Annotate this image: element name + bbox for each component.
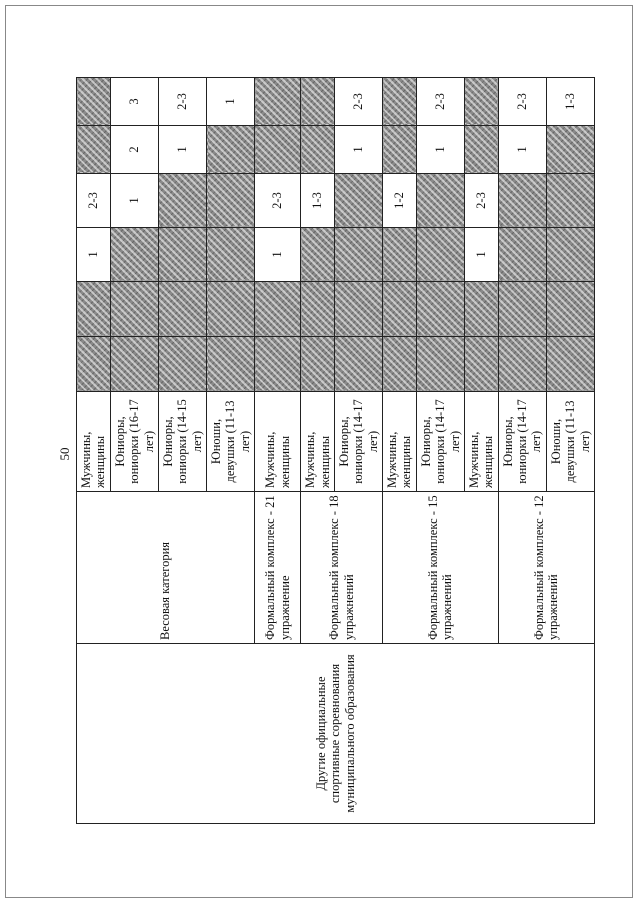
shaded-cell bbox=[158, 228, 206, 282]
shaded-cell bbox=[416, 174, 464, 228]
value-cell: 1-3 bbox=[546, 78, 594, 126]
value-cell: 2-3 bbox=[77, 174, 111, 228]
shaded-cell bbox=[301, 78, 335, 126]
competition-cell: Другие официальные спортивные соревнования муниципального образования bbox=[77, 644, 595, 824]
shaded-cell bbox=[207, 126, 255, 174]
shaded-cell bbox=[255, 78, 301, 126]
group-cell: Мужчины, женщины bbox=[464, 392, 498, 492]
value-cell: 2-3 bbox=[255, 174, 301, 228]
shaded-cell bbox=[546, 174, 594, 228]
group-cell: Мужчины, женщины bbox=[255, 392, 301, 492]
shaded-cell bbox=[334, 337, 382, 392]
shaded-cell bbox=[207, 174, 255, 228]
value-cell: 2 bbox=[110, 126, 158, 174]
value-cell: 1-3 bbox=[301, 174, 335, 228]
value-cell: 1 bbox=[207, 78, 255, 126]
discipline-cell: Весовая категория bbox=[77, 492, 255, 644]
value-cell: 1 bbox=[334, 126, 382, 174]
shaded-cell bbox=[207, 228, 255, 282]
value-cell: 1 bbox=[77, 228, 111, 282]
value-cell: 1 bbox=[110, 174, 158, 228]
shaded-cell bbox=[207, 337, 255, 392]
shaded-cell bbox=[77, 337, 111, 392]
group-cell: Юниоры, юниорки (16-17 лет) bbox=[110, 392, 158, 492]
shaded-cell bbox=[416, 228, 464, 282]
group-cell: Юниоры, юниорки (14-17 лет) bbox=[416, 392, 464, 492]
shaded-cell bbox=[77, 282, 111, 337]
shaded-cell bbox=[77, 78, 111, 126]
shaded-cell bbox=[383, 282, 417, 337]
group-cell: Юниоры, юниорки (14-17 лет) bbox=[498, 392, 546, 492]
shaded-cell bbox=[546, 337, 594, 392]
shaded-cell bbox=[255, 337, 301, 392]
shaded-cell bbox=[301, 228, 335, 282]
shaded-cell bbox=[416, 282, 464, 337]
shaded-cell bbox=[158, 337, 206, 392]
shaded-cell bbox=[110, 228, 158, 282]
value-cell: 2-3 bbox=[498, 78, 546, 126]
group-cell: Мужчины, женщины bbox=[77, 392, 111, 492]
discipline-cell: Формальный комплекс - 12 упражнений bbox=[498, 492, 594, 644]
value-cell: 2-3 bbox=[334, 78, 382, 126]
shaded-cell bbox=[546, 228, 594, 282]
page-number: 50 bbox=[57, 447, 72, 461]
discipline-cell: Формальный комплекс - 21 упражнение bbox=[255, 492, 301, 644]
shaded-cell bbox=[464, 126, 498, 174]
shaded-cell bbox=[334, 228, 382, 282]
shaded-cell bbox=[546, 282, 594, 337]
shaded-cell bbox=[110, 282, 158, 337]
shaded-cell bbox=[464, 78, 498, 126]
shaded-cell bbox=[498, 282, 546, 337]
value-cell: 1-2 bbox=[383, 174, 417, 228]
group-cell: Юноши, девушки (11-13 лет) bbox=[207, 392, 255, 492]
shaded-cell bbox=[207, 282, 255, 337]
shaded-cell bbox=[255, 282, 301, 337]
group-cell: Юниоры, юниорки (14-15 лет) bbox=[158, 392, 206, 492]
shaded-cell bbox=[383, 78, 417, 126]
shaded-cell bbox=[498, 174, 546, 228]
shaded-cell bbox=[464, 337, 498, 392]
shaded-cell bbox=[498, 337, 546, 392]
value-cell: 2-3 bbox=[464, 174, 498, 228]
group-cell: Юноши, девушки (11-13 лет) bbox=[546, 392, 594, 492]
rotated-table-wrapper bbox=[76, 78, 592, 824]
shaded-cell bbox=[546, 126, 594, 174]
value-cell: 1 bbox=[498, 126, 546, 174]
shaded-cell bbox=[334, 282, 382, 337]
value-cell: 2-3 bbox=[416, 78, 464, 126]
shaded-cell bbox=[334, 174, 382, 228]
value-cell: 2-3 bbox=[158, 78, 206, 126]
shaded-cell bbox=[383, 228, 417, 282]
discipline-cell: Формальный комплекс - 18 упражнений bbox=[301, 492, 383, 644]
ranking-table bbox=[76, 77, 595, 824]
value-cell: 1 bbox=[416, 126, 464, 174]
shaded-cell bbox=[383, 337, 417, 392]
group-cell: Юниоры, юниорки (14-17 лет) bbox=[334, 392, 382, 492]
shaded-cell bbox=[301, 282, 335, 337]
shaded-cell bbox=[464, 282, 498, 337]
shaded-cell bbox=[158, 174, 206, 228]
shaded-cell bbox=[383, 126, 417, 174]
group-cell: Мужчины, женщины bbox=[383, 392, 417, 492]
shaded-cell bbox=[301, 337, 335, 392]
discipline-cell: Формальный комплекс - 15 упражнений bbox=[383, 492, 499, 644]
group-cell: Мужчины, женщины bbox=[301, 392, 335, 492]
table-row bbox=[77, 78, 111, 824]
value-cell: 1 bbox=[158, 126, 206, 174]
shaded-cell bbox=[416, 337, 464, 392]
shaded-cell bbox=[301, 126, 335, 174]
value-cell: 3 bbox=[110, 78, 158, 126]
value-cell: 1 bbox=[255, 228, 301, 282]
shaded-cell bbox=[110, 337, 158, 392]
value-cell: 1 bbox=[464, 228, 498, 282]
shaded-cell bbox=[255, 126, 301, 174]
shaded-cell bbox=[158, 282, 206, 337]
shaded-cell bbox=[498, 228, 546, 282]
shaded-cell bbox=[77, 126, 111, 174]
